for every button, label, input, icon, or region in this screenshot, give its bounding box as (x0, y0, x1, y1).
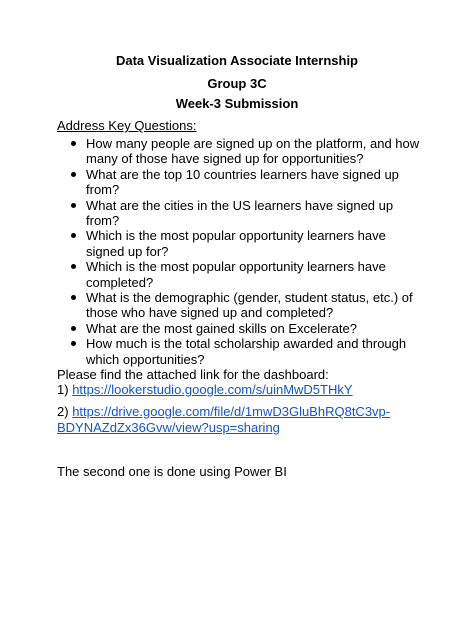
dashboard-note: Please find the attached link for the dashboard: (57, 367, 329, 382)
section-heading: Address Key Questions: (57, 118, 197, 133)
looker-studio-link[interactable]: https://lookerstudio.google.com/s/uinMwD5THkY (72, 382, 353, 397)
footer-note: The second one is done using Power BI (57, 464, 287, 479)
link-line-2 (57, 404, 417, 436)
list-item: Which is the most popular opportunity learners have completed? (57, 259, 427, 290)
link-line-1 (57, 382, 417, 398)
group-name: Group 3C (207, 76, 267, 91)
key-questions-list (57, 136, 427, 367)
list-item: What are the cities in the US learners have signed up from? (57, 198, 427, 229)
drive-link[interactable]: https://drive.google.com/file/d/1mwD3GluBhRQ8tC3vp-BDYNAZdZx36Gvw/view?usp=sharing (57, 404, 391, 435)
document-title: Data Visualization Associate Internship (115, 53, 358, 68)
list-item: What is the demographic (gender, student status, etc.) of those who have signed up and completed? (57, 290, 427, 321)
link-prefix: 1) (57, 382, 69, 397)
list-item: What are the top 10 countries learners have signed up from? (57, 167, 427, 198)
list-item: How many people are signed up on the platform, and how many of those have signed up for opportunities? (57, 136, 427, 167)
list-item: How much is the total scholarship awarded and through which opportunities? (57, 336, 427, 367)
submission-label: Week-3 Submission (175, 96, 299, 111)
list-item: Which is the most popular opportunity learners have signed up for? (57, 228, 427, 259)
list-item: What are the most gained skills on Excelerate? (57, 321, 427, 336)
link-prefix: 2) (57, 404, 69, 419)
